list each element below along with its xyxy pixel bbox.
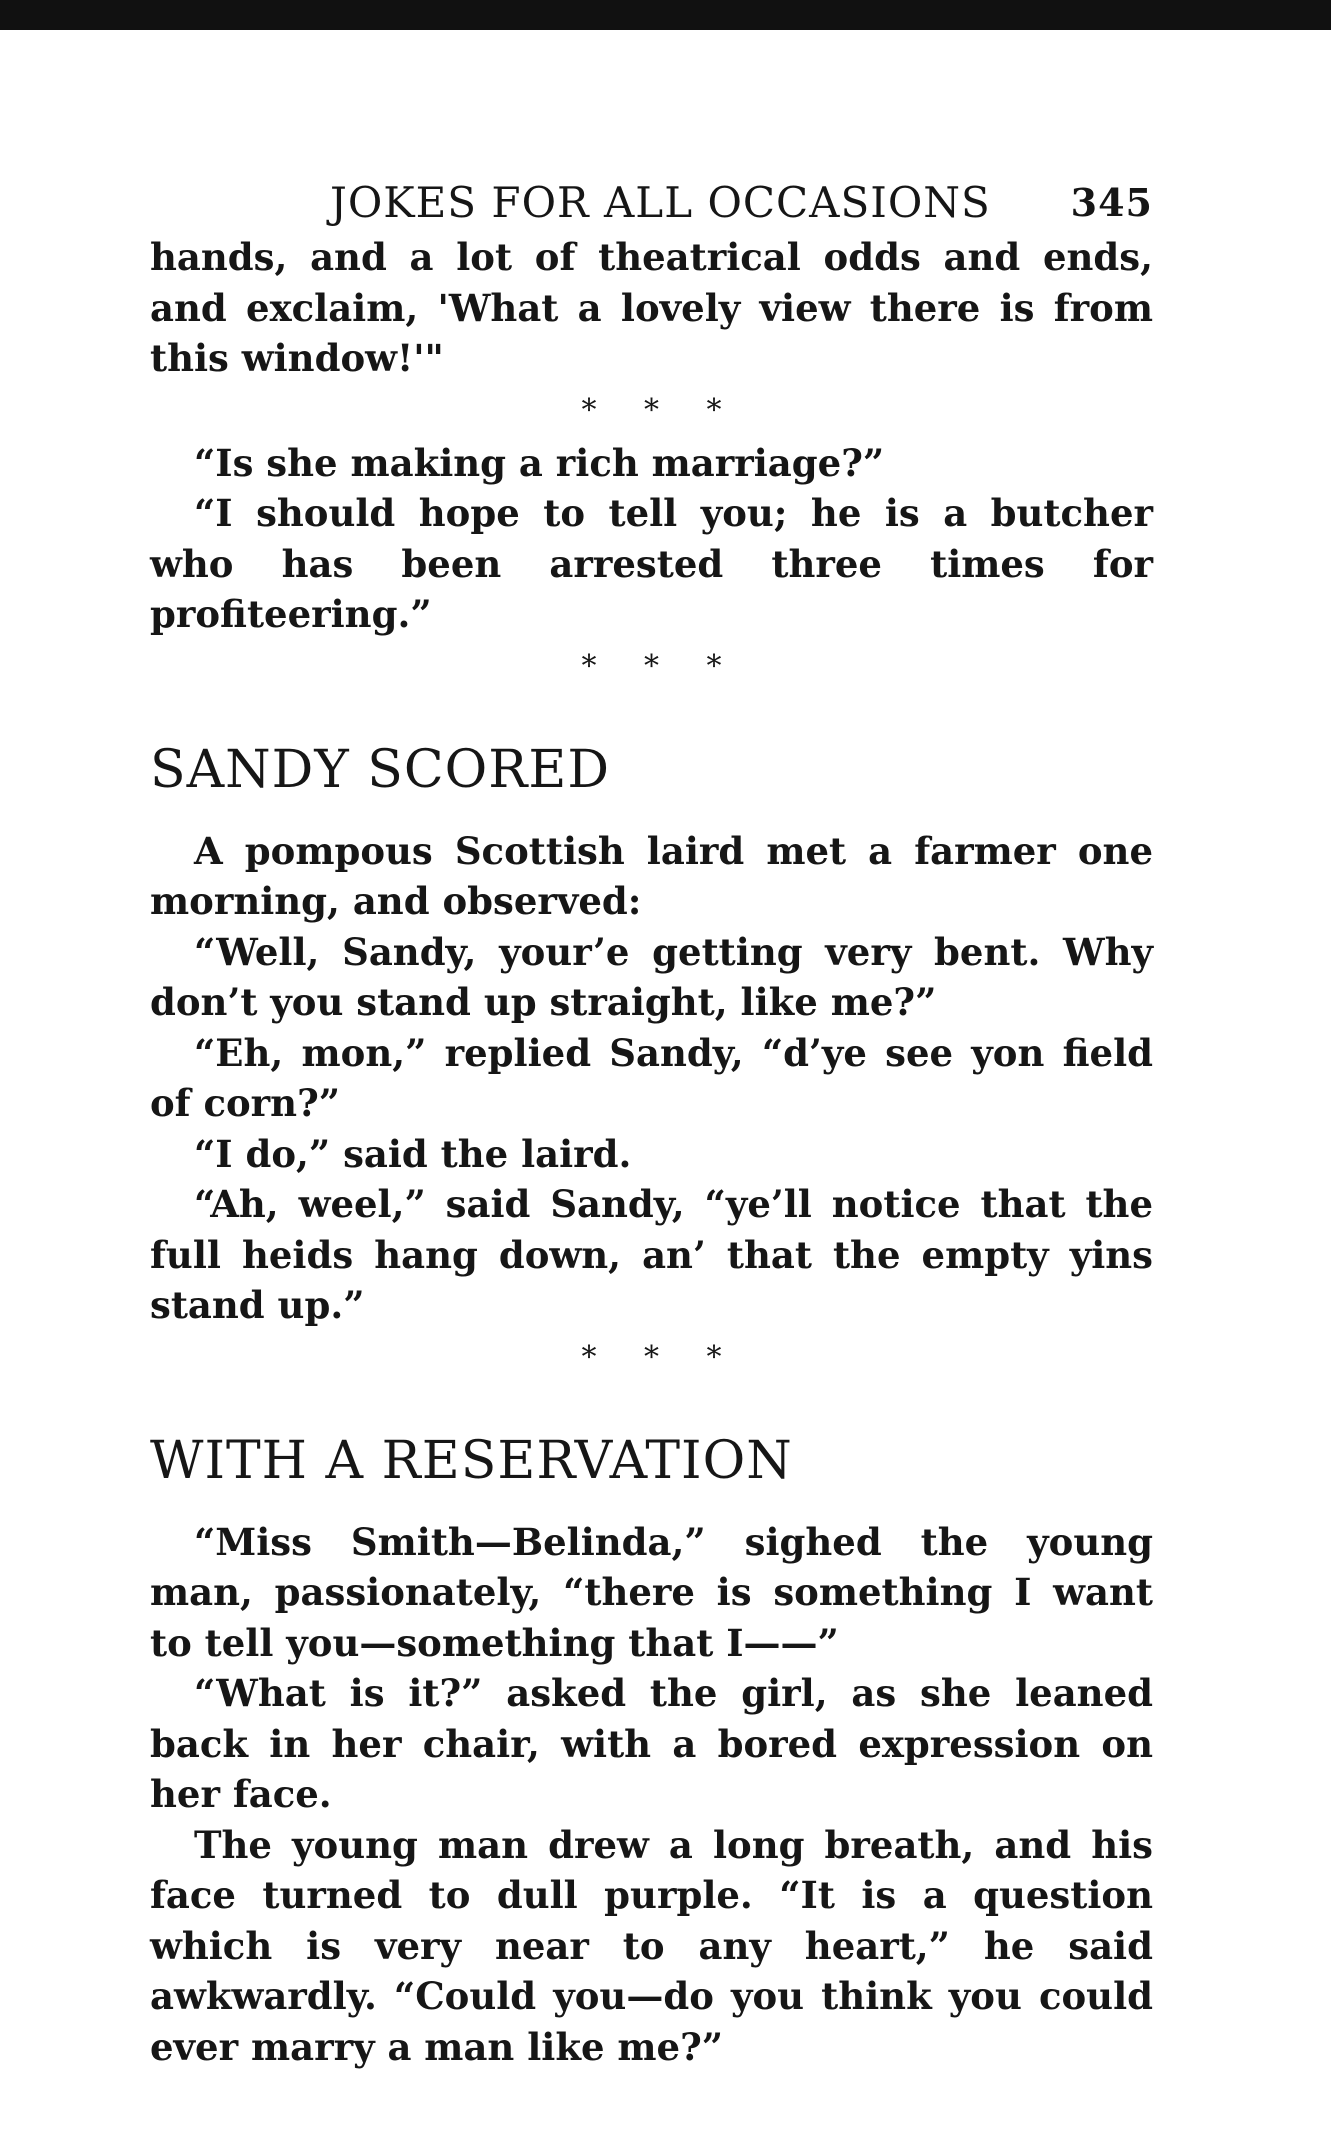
book-page [150,150,1153,2072]
reservation-paragraph: “Miss Smith—Belinda,” sighed the young man, passionately, “there is something I want to tell you—something that I——” [150,1519,1153,1665]
section-separator: * * * [581,1339,722,1375]
joke-marriage-question: “Is she making a rich marriage?” [194,440,885,485]
heading-with-a-reservation: WITH A RESERVATION [150,1430,793,1491]
sandy-paragraph: “Eh, mon,” replied Sandy, “d’ye see yon field of corn?” [150,1030,1153,1125]
sandy-paragraph: “I do,” said the laird. [194,1131,632,1176]
page-number: 345 [1070,180,1153,225]
heading-sandy-scored: SANDY SCORED [150,739,611,800]
sandy-paragraph: “Ah, weel,” said Sandy, “ye’ll notice that the full heids hang down, an’ that the empty yins stand up.” [150,1182,1153,1327]
continuation-paragraph: hands, and a lot of theatrical odds and ends, and exclaim, 'What a lovely view there is from this window!'" [150,235,1153,380]
running-header [150,150,1153,227]
section-separator: * * * [581,648,722,684]
reservation-paragraph: The young man drew a long breath, and his face turned to dull purple. “It is a question which is very near to any heart,” he said awkwardly. “Could you—do you think you could ever marry a man like me?” [150,1822,1153,2069]
section-separator: * * * [581,392,722,428]
scan-top-edge [0,0,1331,30]
sandy-paragraph: A pompous Scottish laird met a farmer one morning, and observed: [150,828,1153,923]
sandy-paragraph: “Well, Sandy, your’e getting very bent. Why don’t you stand up straight, like me?” [150,929,1153,1024]
reservation-paragraph: “What is it?” asked the girl, as she leaned back in her chair, with a bored expression on her face. [150,1671,1153,1816]
running-title: JOKES FOR ALL OCCASIONS [330,178,991,227]
joke-marriage-answer: “I should hope to tell you; he is a butcher who has been arrested three times for profiteering.” [150,491,1153,636]
